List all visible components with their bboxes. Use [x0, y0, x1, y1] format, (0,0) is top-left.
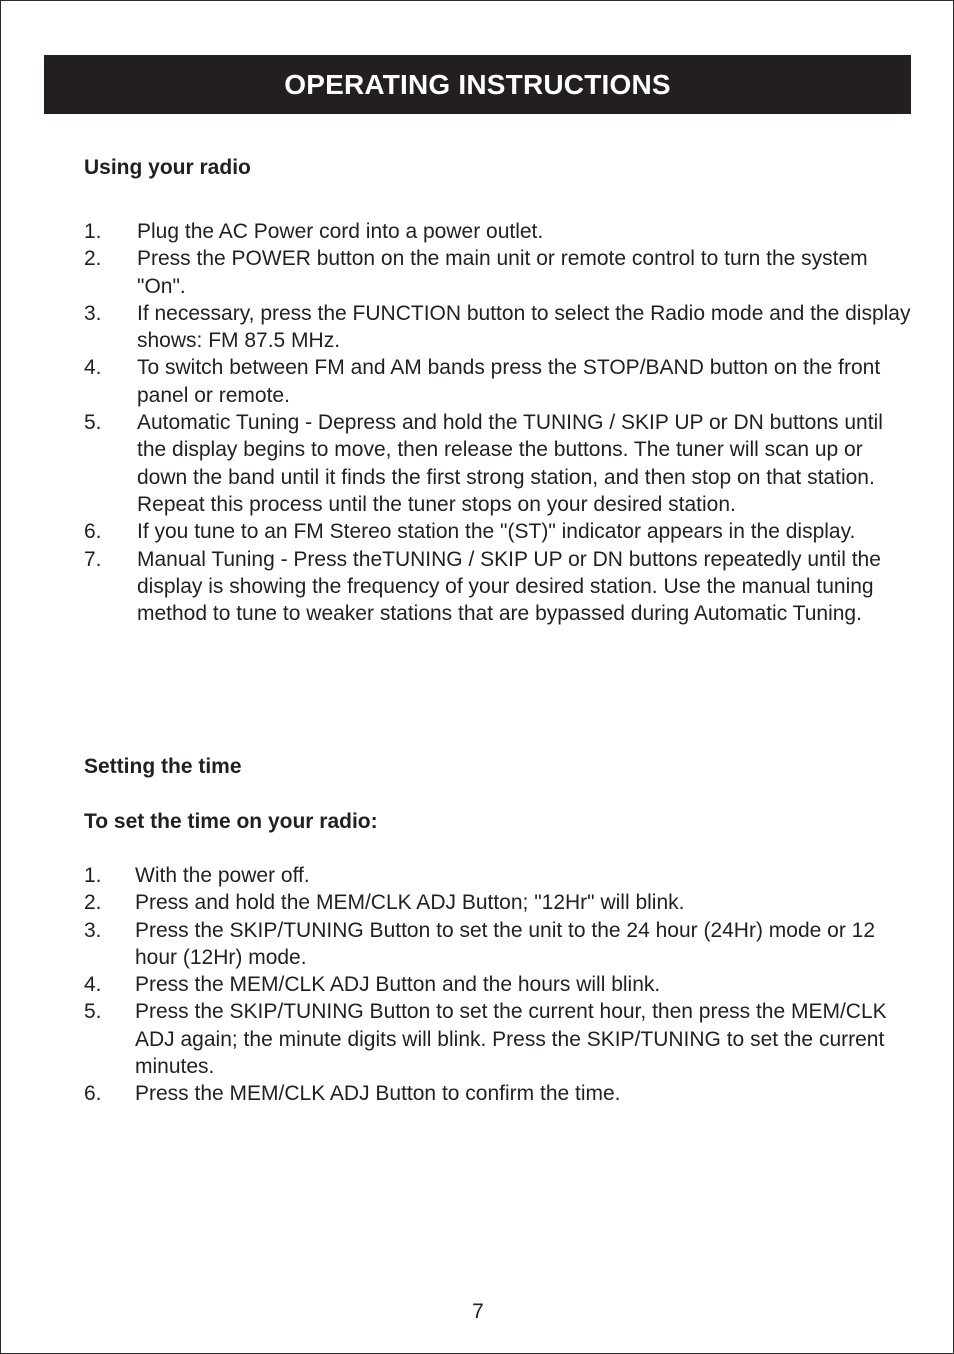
list-item	[84, 518, 914, 545]
step-text: With the power off.	[135, 864, 310, 887]
section-header-bar	[44, 55, 911, 114]
step-number: 6.	[84, 1082, 102, 1106]
step-number: 5.	[84, 1000, 102, 1024]
list-item	[84, 917, 894, 972]
page-title: OPERATING INSTRUCTIONS	[284, 68, 671, 100]
page-number: 7	[472, 1300, 484, 1323]
list-item	[84, 409, 914, 518]
step-text: Manual Tuning - Press theTUNING / SKIP UP or DN buttons repeatedly until the display is showing the frequency of your desired station. Use the manual tuning method to tune to weaker stations that are bypassed during Automatic Tuning.	[137, 547, 881, 626]
list-item	[84, 218, 914, 245]
list-item	[84, 889, 894, 916]
step-text: If necessary, press the FUNCTION button to select the Radio mode and the display shows: FM 87.5 MHz.	[137, 301, 911, 353]
time-section-subheading: To set the time on your radio:	[84, 810, 378, 833]
step-text: To switch between FM and AM bands press the STOP/BAND button on the front panel or remote.	[137, 356, 881, 407]
step-text: Press the SKIP/TUNING Button to set the current hour, then press the MEM/CLK ADJ again; the minute digits will blink. Press the SKIP/TUNING to set the current minutes.	[135, 1000, 887, 1079]
list-item	[84, 354, 914, 409]
step-number: 2.	[84, 891, 102, 915]
step-number: 1.	[84, 220, 102, 243]
step-number: 4.	[84, 973, 102, 997]
list-item	[84, 546, 914, 628]
step-text: Automatic Tuning - Depress and hold the TUNING / SKIP UP or DN buttons until the display begins to move, then release the buttons. The tuner will scan up or down the band until it finds the first strong station, and then stop on that station. Repeat this process until the tuner stops on your desired station.	[137, 411, 883, 516]
step-number: 5.	[84, 411, 102, 435]
step-text: If you tune to an FM Stereo station the "(ST)" indicator appears in the display.	[137, 520, 856, 544]
list-item	[84, 245, 914, 300]
list-item	[84, 998, 894, 1080]
time-steps-list	[84, 862, 894, 1108]
step-text: Plug the AC Power cord into a power outlet.	[137, 220, 544, 243]
radio-steps-list	[84, 218, 914, 627]
step-text: Press the SKIP/TUNING Button to set the unit to the 24 hour (24Hr) mode or 12 hour (12Hr) mode.	[135, 918, 876, 969]
step-number: 3.	[84, 301, 102, 325]
step-text: Press the MEM/CLK ADJ Button to confirm the time.	[135, 1082, 621, 1106]
step-number: 4.	[84, 356, 102, 380]
list-item	[84, 862, 894, 889]
step-number: 3.	[84, 918, 102, 942]
list-item	[84, 971, 894, 998]
step-number: 2.	[84, 247, 102, 271]
step-text: Press the POWER button on the main unit or remote control to turn the system "On".	[137, 247, 868, 298]
list-item	[84, 300, 914, 355]
step-number: 6.	[84, 520, 102, 544]
radio-section-heading: Using your radio	[84, 156, 251, 179]
step-text: Press the MEM/CLK ADJ Button and the hours will blink.	[135, 973, 661, 997]
time-section-heading: Setting the time	[84, 755, 242, 778]
list-item	[84, 1080, 894, 1107]
step-number: 1.	[84, 864, 102, 887]
step-text: Press and hold the MEM/CLK ADJ Button; "12Hr" will blink.	[135, 891, 685, 915]
step-number: 7.	[84, 547, 102, 571]
